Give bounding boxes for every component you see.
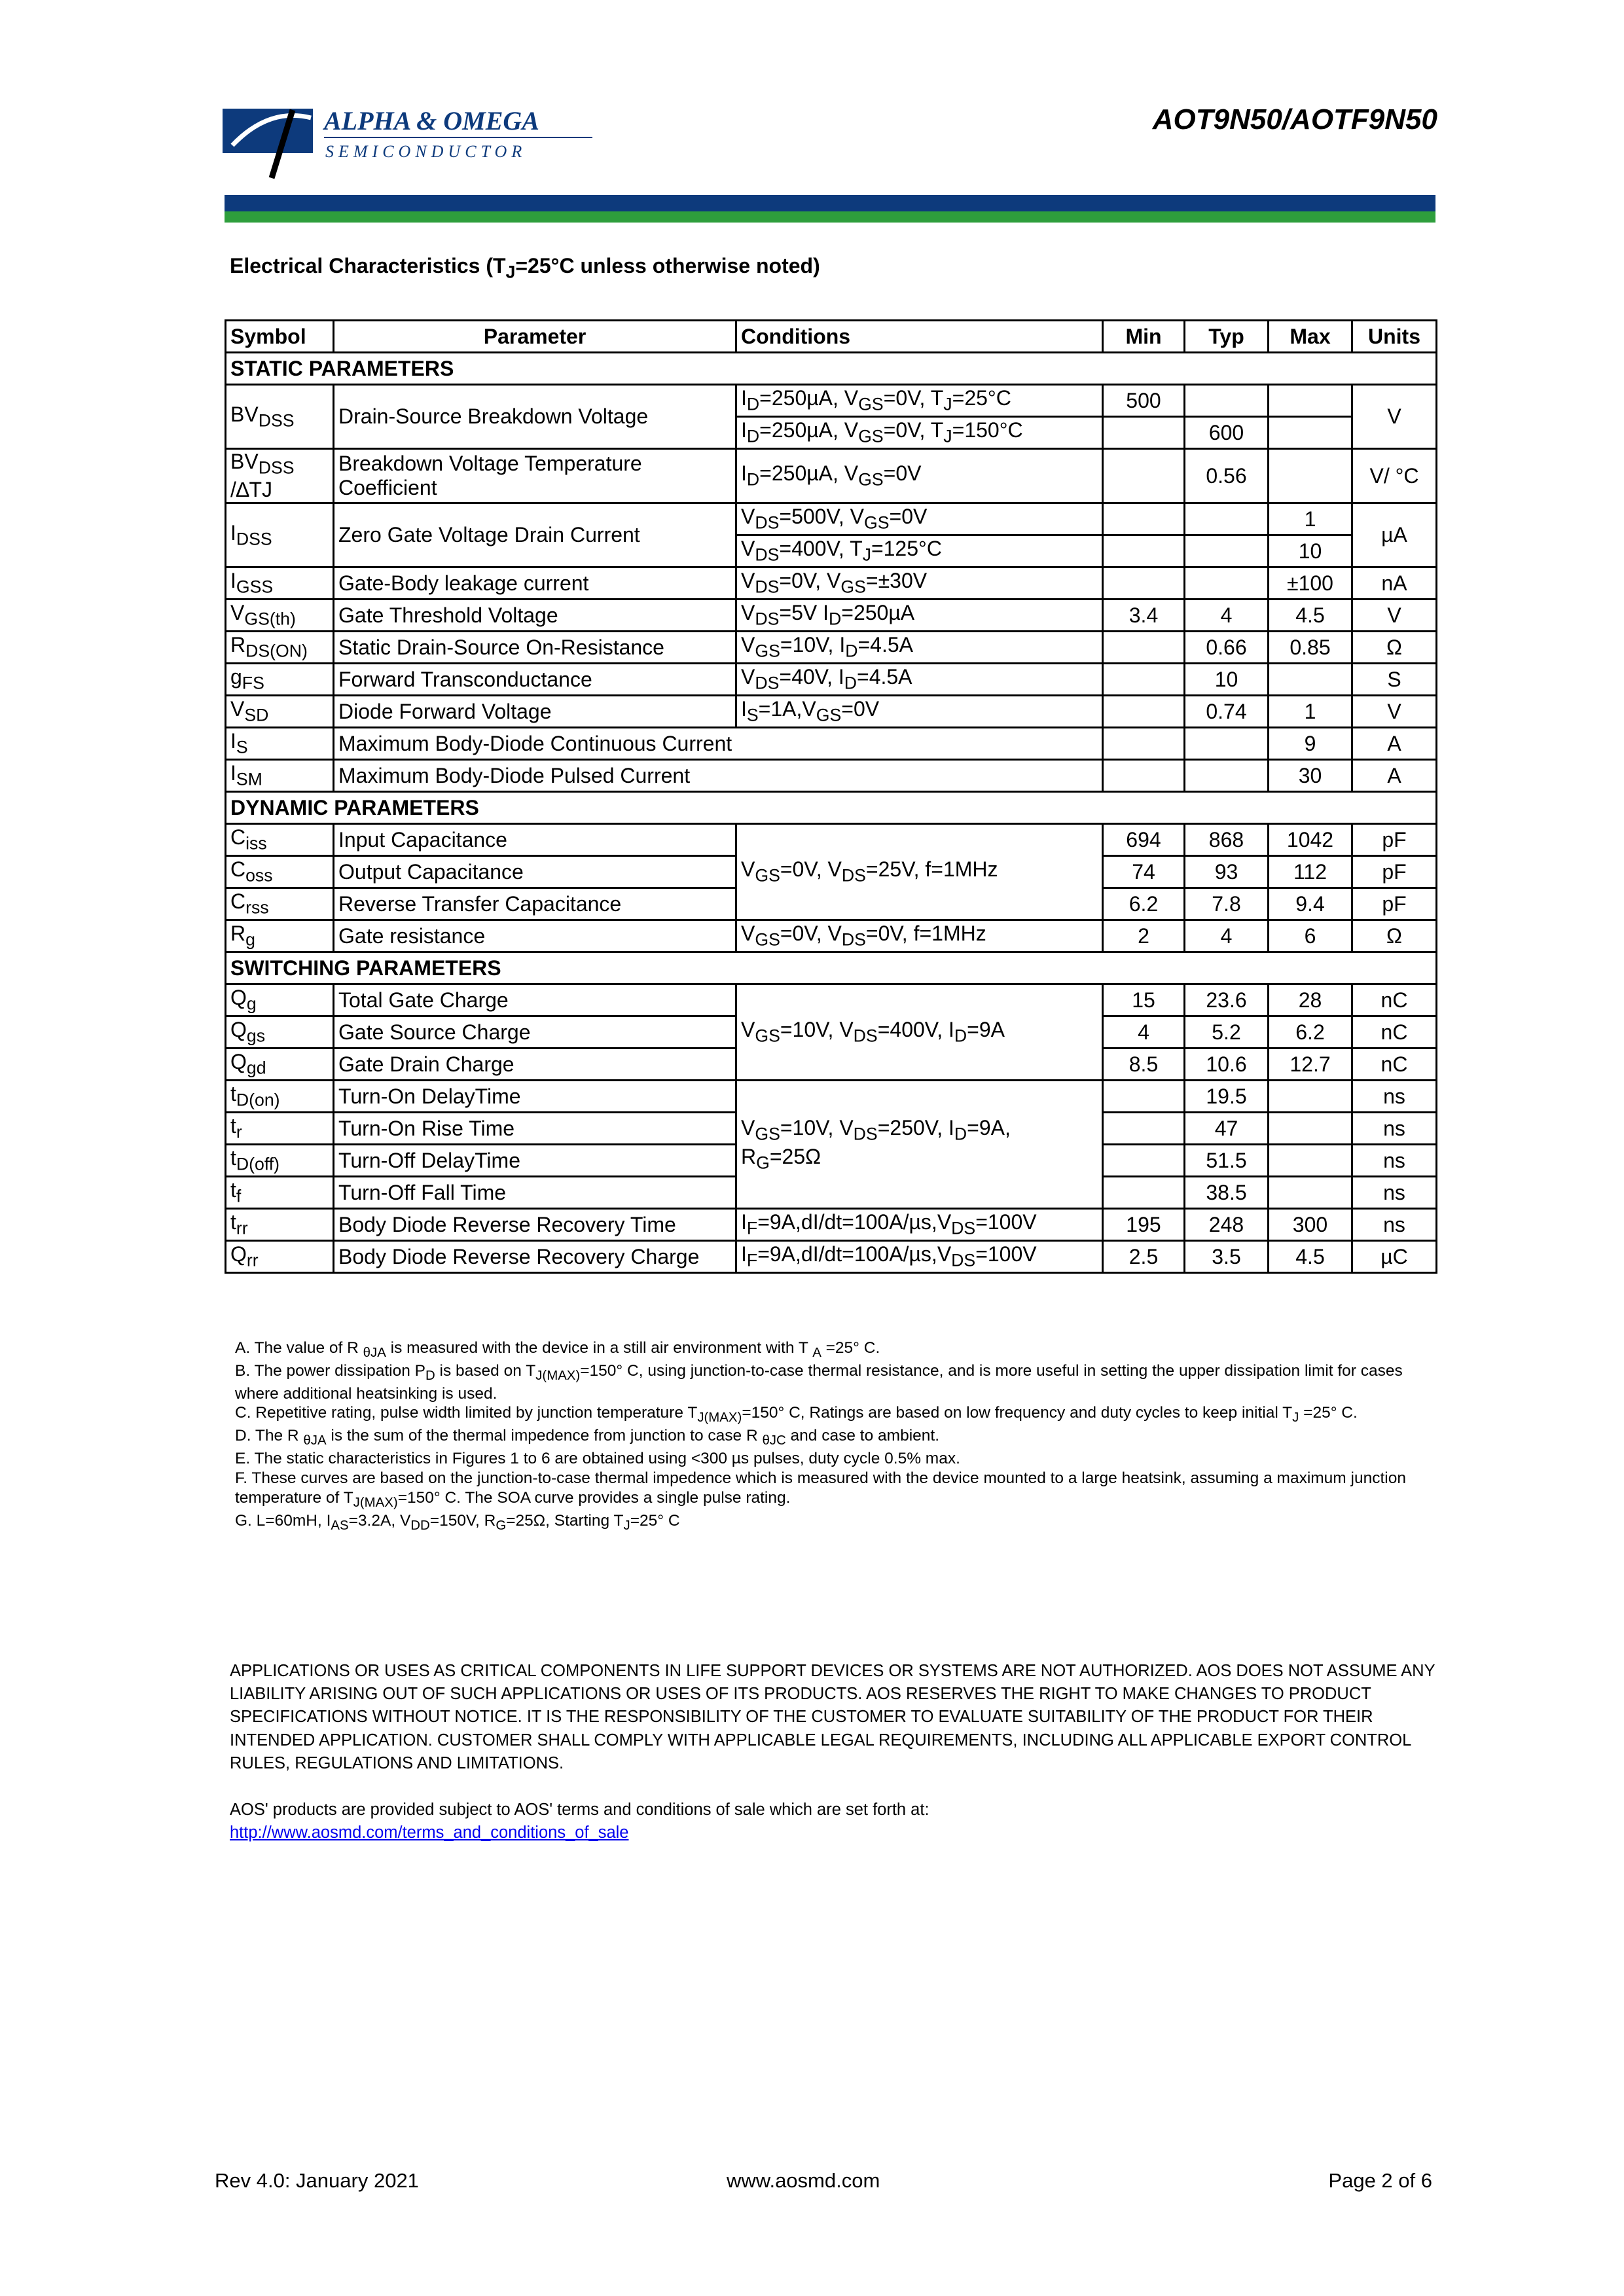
cell-max	[1269, 1113, 1352, 1145]
cell-parameter: Gate Drain Charge	[334, 1049, 736, 1081]
cell-symbol: $V_{SD}$	[226, 696, 334, 728]
cell-parameter: Body Diode Reverse Recovery Charge	[334, 1241, 736, 1273]
cell-symbol: $R_g$	[226, 920, 334, 952]
cell-units: pF	[1352, 856, 1437, 888]
header-min: Min	[1103, 321, 1185, 353]
cell-parameter: Forward Transconductance	[334, 664, 736, 696]
cell-parameter: Gate-Body leakage current	[334, 567, 736, 600]
cell-units: nC	[1352, 984, 1437, 1016]
cell-max	[1269, 664, 1352, 696]
cell-min	[1103, 1081, 1185, 1113]
section-static: STATIC PARAMETERS	[226, 353, 1437, 385]
cell-min: 2	[1103, 920, 1185, 952]
cell-symbol: $I_{SM}$	[226, 760, 334, 792]
cell-parameter: Input Capacitance	[334, 824, 736, 856]
cell-min	[1103, 449, 1185, 503]
cell-typ: 7.8	[1185, 888, 1269, 920]
footer-revision: Rev 4.0: January 2021	[215, 2169, 419, 2192]
cell-parameter: Total Gate Charge	[334, 984, 736, 1016]
cell-min: 2.5	[1103, 1241, 1185, 1273]
table-row	[226, 920, 1437, 952]
cell-max: 12.7	[1269, 1049, 1352, 1081]
cell-max: 9.4	[1269, 888, 1352, 920]
cell-min	[1103, 503, 1185, 535]
table-row	[226, 567, 1437, 600]
cell-min	[1103, 632, 1185, 664]
cell-condition: $I_F=9A,dI/dt=100A/\mu s,V_{DS}=100V$	[736, 1241, 1103, 1273]
cell-typ	[1185, 535, 1269, 567]
section-heading: Electrical Characteristics ($T_J=25^\circ C$ unless otherwise noted)	[230, 254, 820, 282]
table-row	[226, 728, 1437, 760]
footer-page-number: Page 2 of 6	[1328, 2169, 1432, 2192]
cell-max	[1269, 1081, 1352, 1113]
cell-max	[1269, 385, 1352, 417]
header-parameter: Parameter	[334, 321, 736, 353]
cell-min	[1103, 1113, 1185, 1145]
part-number-title: AOT9N50/AOTF9N50	[1152, 103, 1437, 135]
cell-typ: 10.6	[1185, 1049, 1269, 1081]
cell-units: A	[1352, 728, 1437, 760]
cell-units: µA	[1352, 503, 1437, 567]
table-row	[226, 1081, 1437, 1113]
cell-units: A	[1352, 760, 1437, 792]
footnote: C. Repetitive rating, pulse width limited by junction temperature $T_{J(MAX)}=150^\circ$ C, Ratings are based on low frequency and duty cycles to keep initial $T_J =25^\circ$ C.	[235, 1404, 1358, 1426]
cell-units: pF	[1352, 888, 1437, 920]
cell-typ: 47	[1185, 1113, 1269, 1145]
cell-typ	[1185, 503, 1269, 535]
header-conditions: Conditions	[736, 321, 1103, 353]
table-row	[226, 1241, 1437, 1273]
cell-units: nC	[1352, 1049, 1437, 1081]
cell-max: 4.5	[1269, 1241, 1352, 1273]
cell-units: ns	[1352, 1113, 1437, 1145]
table-row	[226, 984, 1437, 1016]
cell-max: 1	[1269, 696, 1352, 728]
table-row	[226, 824, 1437, 856]
table-row	[226, 632, 1437, 664]
cell-min	[1103, 535, 1185, 567]
cell-parameter: Turn-Off DelayTime	[334, 1145, 736, 1177]
cell-max	[1269, 449, 1352, 503]
cell-max: 10	[1269, 535, 1352, 567]
cell-condition: $V_{GS}=0V$, $V_{DS}=25V$, f=1MHz	[736, 824, 1103, 920]
cell-typ: 0.74	[1185, 696, 1269, 728]
table-row	[226, 1209, 1437, 1241]
cell-typ	[1185, 728, 1269, 760]
cell-typ: 51.5	[1185, 1145, 1269, 1177]
table-row	[226, 449, 1437, 503]
cell-units: Ω	[1352, 920, 1437, 952]
cell-max: 300	[1269, 1209, 1352, 1241]
cell-min: 6.2	[1103, 888, 1185, 920]
cell-min: 500	[1103, 385, 1185, 417]
header-symbol: Symbol	[226, 321, 334, 353]
cell-max: 9	[1269, 728, 1352, 760]
cell-symbol: $V_{GS(th)}$	[226, 600, 334, 632]
cell-symbol: $C_{rss}$	[226, 888, 334, 920]
cell-typ: 4	[1185, 600, 1269, 632]
cell-parameter: Turn-On DelayTime	[334, 1081, 736, 1113]
cell-max	[1269, 1177, 1352, 1209]
cell-typ: 0.66	[1185, 632, 1269, 664]
cell-units: S	[1352, 664, 1437, 696]
cell-symbol: $Q_{gs}$	[226, 1016, 334, 1049]
table-row	[226, 696, 1437, 728]
cell-condition: $V_{GS}=10V$, $I_D=4.5A$	[736, 632, 1103, 664]
cell-units: ns	[1352, 1081, 1437, 1113]
footnote: E. The static characteristics in Figures 1 to 6 are obtained using <300 µs pulses, duty cycle 0.5% max.	[235, 1450, 960, 1468]
cell-units: pF	[1352, 824, 1437, 856]
cell-condition: $V_{DS}=0V$, $V_{GS}=\pm 30V$	[736, 567, 1103, 600]
cell-symbol: $t_f$	[226, 1177, 334, 1209]
cell-condition: $I_D=250\mu A$, $V_{GS}=0V$, $T_J=150^\circ C$	[736, 417, 1103, 449]
cell-typ: 10	[1185, 664, 1269, 696]
cell-typ	[1185, 760, 1269, 792]
footer-url: www.aosmd.com	[727, 2169, 880, 2192]
table-row	[226, 385, 1437, 417]
cell-min	[1103, 664, 1185, 696]
table-header-row	[226, 321, 1437, 353]
cell-units: ns	[1352, 1209, 1437, 1241]
cell-parameter: Diode Forward Voltage	[334, 696, 736, 728]
terms-block	[230, 1799, 1441, 1844]
cell-max	[1269, 417, 1352, 449]
cell-units: V	[1352, 600, 1437, 632]
cell-min: 694	[1103, 824, 1185, 856]
cell-units: µC	[1352, 1241, 1437, 1273]
electrical-characteristics-table	[225, 319, 1437, 1274]
cell-units: nC	[1352, 1016, 1437, 1049]
cell-condition: $V_{DS}=40V$, $I_D=4.5A$	[736, 664, 1103, 696]
table-row	[226, 664, 1437, 696]
cell-typ: 3.5	[1185, 1241, 1269, 1273]
cell-typ	[1185, 567, 1269, 600]
cell-min: 3.4	[1103, 600, 1185, 632]
cell-symbol: $g_{FS}$	[226, 664, 334, 696]
footnote: D. The R $_{\theta JA}$ is the sum of the thermal impedence from junction to case R $_{\theta JC}$ and case to ambient.	[235, 1427, 940, 1448]
cell-min	[1103, 1177, 1185, 1209]
header-units: Units	[1352, 321, 1437, 353]
cell-typ: 600	[1185, 417, 1269, 449]
cell-parameter: Turn-Off Fall Time	[334, 1177, 736, 1209]
cell-max: 1	[1269, 503, 1352, 535]
cell-units: V/ °C	[1352, 449, 1437, 503]
cell-min: 195	[1103, 1209, 1185, 1241]
cell-symbol: $I_{DSS}$	[226, 503, 334, 567]
cell-symbol: $BV_{DSS}$ /∆TJ	[226, 449, 334, 503]
table-row	[226, 760, 1437, 792]
header-bar-green	[225, 211, 1435, 223]
cell-typ: 248	[1185, 1209, 1269, 1241]
cell-condition: $V_{GS}=0V$, $V_{DS}=0V$, f=1MHz	[736, 920, 1103, 952]
footnote: G. L=60mH, $I_{AS}=3.2A$, $V_{DD}=150V$, $R_G=25\Omega$, Starting $T_J=25^\circ$ C	[235, 1511, 680, 1533]
cell-typ: 5.2	[1185, 1016, 1269, 1049]
cell-symbol: $t_{D(off)}$	[226, 1145, 334, 1177]
cell-parameter: Reverse Transfer Capacitance	[334, 888, 736, 920]
cell-parameter: Maximum Body-Diode Continuous Current	[334, 728, 1103, 760]
cell-symbol: $t_{rr}$	[226, 1209, 334, 1241]
cell-parameter: Gate Source Charge	[334, 1016, 736, 1049]
cell-symbol: $BV_{DSS}$	[226, 385, 334, 449]
cell-condition: $I_S=1A,V_{GS}=0V$	[736, 696, 1103, 728]
table-row	[226, 600, 1437, 632]
cell-max	[1269, 1145, 1352, 1177]
terms-link[interactable]: http://www.aosmd.com/terms_and_conditions_of_sale	[230, 1823, 629, 1842]
cell-min: 15	[1103, 984, 1185, 1016]
cell-typ: 0.56	[1185, 449, 1269, 503]
cell-min	[1103, 567, 1185, 600]
cell-typ	[1185, 385, 1269, 417]
cell-max: 1042	[1269, 824, 1352, 856]
section-dynamic: DYNAMIC PARAMETERS	[226, 792, 1437, 824]
cell-parameter: Zero Gate Voltage Drain Current	[334, 503, 736, 567]
cell-min	[1103, 760, 1185, 792]
cell-min	[1103, 417, 1185, 449]
cell-min	[1103, 696, 1185, 728]
cell-max: 6	[1269, 920, 1352, 952]
cell-max: ±100	[1269, 567, 1352, 600]
cell-max: 6.2	[1269, 1016, 1352, 1049]
logo-company-sub: SEMICONDUCTOR	[325, 142, 527, 161]
cell-units: nA	[1352, 567, 1437, 600]
cell-condition: $V_{GS}=10V$, $V_{DS}=400V$, $I_D=9A$	[736, 984, 1103, 1081]
cell-symbol: $I_{GSS}$	[226, 567, 334, 600]
cell-parameter: Static Drain-Source On-Resistance	[334, 632, 736, 664]
cell-units: Ω	[1352, 632, 1437, 664]
cell-min	[1103, 728, 1185, 760]
cell-units: V	[1352, 385, 1437, 449]
cell-symbol: $Q_{gd}$	[226, 1049, 334, 1081]
cell-max: 4.5	[1269, 600, 1352, 632]
cell-parameter: Breakdown Voltage Temperature Coefficient	[334, 449, 736, 503]
cell-condition: $V_{DS}=400V$, $T_J=125^\circ C$	[736, 535, 1103, 567]
cell-typ: 4	[1185, 920, 1269, 952]
cell-symbol: $C_{oss}$	[226, 856, 334, 888]
terms-text: AOS' products are provided subject to AOS' terms and conditions of sale which are set forth at:	[230, 1801, 929, 1819]
footnote: B. The power dissipation $P_D$ is based on $T_{J(MAX)}=150^\circ$ C, using junction-to-case thermal resistance, and is more useful in setting the upper dissipation limit for cases where additional heatsinking is used.	[235, 1361, 1403, 1403]
legal-disclaimer: APPLICATIONS OR USES AS CRITICAL COMPONENTS IN LIFE SUPPORT DEVICES OR SYSTEMS ARE NOT AUTHORIZED. AOS DOES NOT ASSUME ANY LIABILITY ARISING OUT OF SUCH APPLICATIONS OR USES OF ITS PRODUCTS. AOS RESERVES THE RIGHT TO MAKE CHANGES TO PRODUCT SPECIFICATIONS WITHOUT NOTICE. IT IS THE RESPONSIBILITY OF THE CUSTOMER TO EVALUATE SUITABILITY OF THE PRODUCT FOR THEIR INTENDED APPLICATION. CUSTOMER SHALL COMPLY WITH APPLICABLE LEGAL REQUIREMENTS, INCLUDING ALL APPLICABLE EXPORT CONTROL RULES, REGULATIONS AND LIMITATIONS.	[230, 1662, 1435, 1772]
cell-typ: 19.5	[1185, 1081, 1269, 1113]
header-typ: Typ	[1185, 321, 1269, 353]
cell-units: ns	[1352, 1177, 1437, 1209]
cell-parameter: Gate resistance	[334, 920, 736, 952]
cell-max: 112	[1269, 856, 1352, 888]
cell-min	[1103, 1145, 1185, 1177]
header-max: Max	[1269, 321, 1352, 353]
footnotes	[235, 1338, 1413, 1534]
cell-typ: 23.6	[1185, 984, 1269, 1016]
cell-max: 30	[1269, 760, 1352, 792]
cell-parameter: Turn-On Rise Time	[334, 1113, 736, 1145]
cell-condition: $I_D=250\mu A$, $V_{GS}=0V$	[736, 449, 1103, 503]
cell-condition: $I_F=9A,dI/dt=100A/\mu s,V_{DS}=100V$	[736, 1209, 1103, 1241]
cell-condition: $V_{GS}=10V$, $V_{DS}=250V$, $I_D=9A$, $R_G=25\Omega$	[736, 1081, 1103, 1209]
cell-symbol: $t_{D(on)}$	[226, 1081, 334, 1113]
cell-condition: $I_D=250\mu A$, $V_{GS}=0V$, $T_J=25^\circ C$	[736, 385, 1103, 417]
cell-parameter: Drain-Source Breakdown Voltage	[334, 385, 736, 449]
cell-typ: 93	[1185, 856, 1269, 888]
cell-condition: $V_{DS}=5V$ $I_D=250\mu A$	[736, 600, 1103, 632]
cell-typ: 868	[1185, 824, 1269, 856]
cell-typ: 38.5	[1185, 1177, 1269, 1209]
cell-min: 74	[1103, 856, 1185, 888]
cell-parameter: Maximum Body-Diode Pulsed Current	[334, 760, 1103, 792]
cell-max: 0.85	[1269, 632, 1352, 664]
section-switching: SWITCHING PARAMETERS	[226, 952, 1437, 984]
cell-parameter: Output Capacitance	[334, 856, 736, 888]
cell-parameter: Gate Threshold Voltage	[334, 600, 736, 632]
footnote: F. These curves are based on the junction-to-case thermal impedence which is measured with the device mounted to a large heatsink, assuming a maximum junction temperature of $T_{J(MAX)}=150^\circ$ C. The SOA curve provides a single pulse rating.	[235, 1469, 1406, 1510]
cell-symbol: $C_{iss}$	[226, 824, 334, 856]
company-logo	[219, 105, 599, 183]
header-bar-blue	[225, 195, 1435, 211]
cell-units: V	[1352, 696, 1437, 728]
cell-symbol: $I_S$	[226, 728, 334, 760]
logo-company-name: ALPHA & OMEGA	[324, 106, 539, 135]
cell-symbol: $R_{DS(ON)}$	[226, 632, 334, 664]
cell-min: 8.5	[1103, 1049, 1185, 1081]
cell-symbol: $Q_{rr}$	[226, 1241, 334, 1273]
cell-parameter: Body Diode Reverse Recovery Time	[334, 1209, 736, 1241]
table-row	[226, 503, 1437, 535]
cell-condition: $V_{DS}=500V$, $V_{GS}=0V$	[736, 503, 1103, 535]
cell-symbol: $Q_g$	[226, 984, 334, 1016]
cell-min: 4	[1103, 1016, 1185, 1049]
cell-symbol: $t_r$	[226, 1113, 334, 1145]
cell-max: 28	[1269, 984, 1352, 1016]
cell-units: ns	[1352, 1145, 1437, 1177]
footnote: A. The value of R $_{\theta JA}$ is measured with the device in a still air environment with T $_A$ =25° C.	[235, 1339, 880, 1360]
